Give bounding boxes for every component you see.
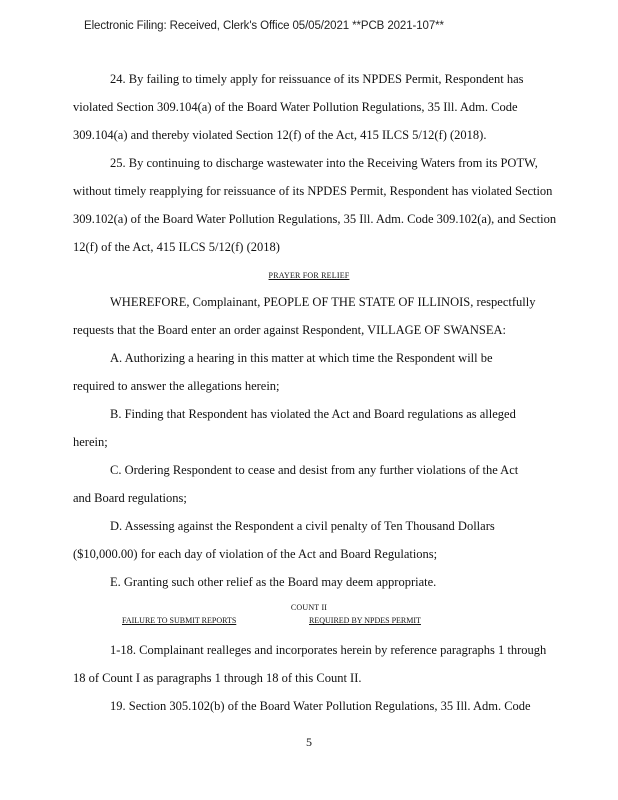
para-24-line-2: violated Section 309.104(a) of the Board Water Pollution Regulations, 35 Ill. Adm. Code <box>73 100 518 114</box>
para-25-line-3: 309.102(a) of the Board Water Pollution Regulations, 35 Ill. Adm. Code 309.102(a), and Section <box>73 212 557 226</box>
wherefore-line-2: requests that the Board enter an order against Respondent, VILLAGE OF SWANSEA: <box>73 323 507 337</box>
wherefore-line-1: WHEREFORE, Complainant, PEOPLE OF THE STATE OF ILLINOIS, respectfully <box>110 295 536 309</box>
page-number: 5 <box>306 735 312 749</box>
prayer-for-relief-heading <box>0 271 618 280</box>
filing-header: Electronic Filing: Received, Clerk's Office 05/05/2021 **PCB 2021-107** <box>84 20 444 32</box>
item-e-line-1: E. Granting such other relief as the Board may deem appropriate. <box>110 575 437 589</box>
item-c-line-2: and Board regulations; <box>73 491 187 505</box>
item-b-line-1: B. Finding that Respondent has violated the Act and Board regulations as alleged <box>110 407 516 421</box>
para-25-line-2: without timely reapplying for reissuance of its NPDES Permit, Respondent has violated Section <box>73 184 553 198</box>
para-1-18-line-2: 18 of Count I as paragraphs 1 through 18 of this Count II. <box>73 671 362 685</box>
item-a-line-1: A. Authorizing a hearing in this matter at which time the Respondent will be <box>110 351 493 365</box>
item-c-line-1: C. Ordering Respondent to cease and desist from any further violations of the Act <box>110 463 519 477</box>
para-1-18-line-1: 1-18. Complainant realleges and incorporates herein by reference paragraphs 1 through <box>110 643 547 657</box>
count-ii-heading <box>0 603 618 612</box>
count-ii-subheading-left: FAILURE TO SUBMIT REPORTS <box>122 616 237 625</box>
para-24-line-1: 24. By failing to timely apply for reissuance of its NPDES Permit, Respondent has <box>110 72 524 86</box>
item-b-line-2: herein; <box>73 435 108 449</box>
para-25-line-4: 12(f) of the Act, 415 ILCS 5/12(f) (2018) <box>73 240 280 254</box>
para-25-line-1: 25. By continuing to discharge wastewater into the Receiving Waters from its POTW, <box>110 156 538 170</box>
count-ii-subheading-right: REQUIRED BY NPDES PERMIT <box>309 616 421 625</box>
prayer-heading-text: PRAYER FOR RELIEF <box>268 271 350 280</box>
para-24-line-3: 309.104(a) and thereby violated Section 12(f) of the Act, 415 ILCS 5/12(f) (2018). <box>73 128 487 142</box>
item-d-line-2: ($10,000.00) for each day of violation of the Act and Board Regulations; <box>73 547 438 561</box>
item-a-line-2: required to answer the allegations herein; <box>73 379 280 393</box>
count-heading-text: COUNT II <box>290 603 328 612</box>
para-19-line-1: 19. Section 305.102(b) of the Board Water Pollution Regulations, 35 Ill. Adm. Code <box>110 699 531 713</box>
item-d-line-1: D. Assessing against the Respondent a civil penalty of Ten Thousand Dollars <box>110 519 495 533</box>
